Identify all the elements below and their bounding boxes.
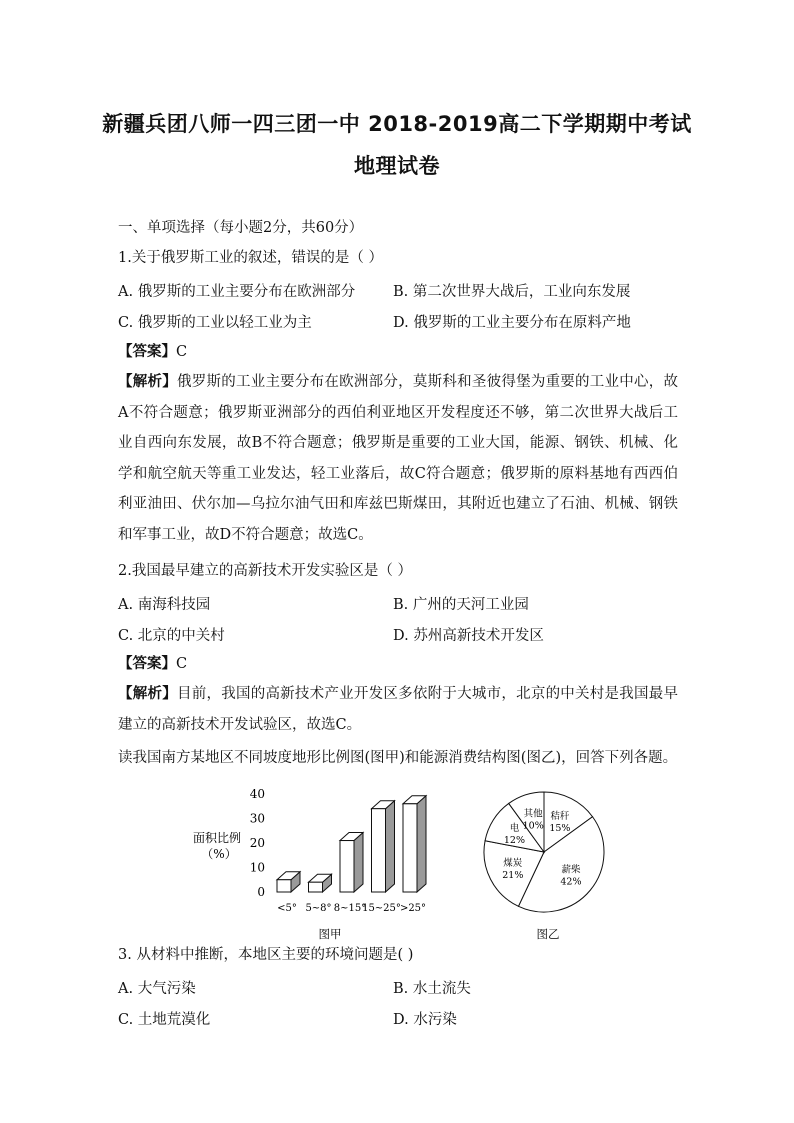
question-2-answer <box>118 654 678 674</box>
analysis-label: 【解析】 <box>118 374 177 390</box>
chart-ylabel-line1: 面积比例 <box>192 831 242 845</box>
y-tick-label: 10 <box>249 860 265 875</box>
exam-subtitle: 地理试卷 <box>354 154 440 178</box>
question-2-option-c: C. 北京的中关村 <box>118 628 225 644</box>
pie-slice-label: 薪柴 <box>561 864 581 876</box>
y-tick-label: 0 <box>257 885 265 899</box>
bar-front <box>403 804 417 892</box>
slope-area-bar-chart <box>185 780 455 942</box>
analysis-text: 俄罗斯的工业主要分布在欧洲部分，莫斯科和圣彼得堡为重要的工业中心，故A不符合题意；俄罗斯亚洲部分的西伯利亚地区开发程度还不够，第二次世界大战后工业自西向东发展，故B不符合题意；俄罗斯是重要的工业大国，能源、钢铁、机械、化学和航空航天等重工业发达，轻工业落后，故C符合题意；俄罗斯的原料基地有西西伯利亚油田、伏尔加—乌拉尔油气田和库兹巴斯煤田，其附近也建立了石油、机械、钢铁和军事工业，故D不符合题意；故选C。 <box>118 374 679 543</box>
pie-slice-value: 15% <box>549 822 571 834</box>
question-2-option-b: B. 广州的天河工业园 <box>393 597 529 613</box>
bar-side <box>417 796 426 892</box>
y-tick-label: 40 <box>249 787 265 801</box>
x-tick-label: >25° <box>399 903 427 914</box>
x-tick-label: 5~8° <box>305 903 332 914</box>
answer-label: 【答案】 <box>118 656 176 672</box>
material-intro: 读我国南方某地区不同坡度地形比例图(图甲)和能源消费结构图(图乙)，回答下列各题。 <box>118 750 678 766</box>
question-3-option-a: A. 大气污染 <box>118 981 196 997</box>
answer-value: C <box>176 344 188 360</box>
pie-slice-value: 10% <box>522 820 544 832</box>
question-3-option-c: C. 土地荒漠化 <box>118 1012 211 1028</box>
question-3-option-d: D. 水污染 <box>393 1012 457 1028</box>
analysis-text: 目前，我国的高新技术产业开发区多依附于大城市，北京的中关村是我国最早建立的高新技术开发试验区，故选C。 <box>118 686 679 733</box>
answer-value: C <box>176 656 188 672</box>
y-tick-label: 30 <box>249 811 265 826</box>
bar-side <box>386 801 395 892</box>
exam-title: 新疆兵团八师一四三团一中 2018-2019高二下学期期中考试 <box>102 112 692 136</box>
x-tick-label: 8~15° <box>333 903 367 914</box>
bar-front <box>277 880 291 892</box>
pie-slice-label: 电 <box>509 823 520 835</box>
pie-slice-label: 其他 <box>523 808 543 820</box>
question-3-stem: 3. 从材料中推断，本地区主要的环境问题是( ) <box>118 947 414 963</box>
question-1-analysis <box>118 367 678 550</box>
energy-consumption-pie-chart <box>472 780 612 942</box>
bar <box>403 796 426 892</box>
question-1-answer <box>118 342 678 362</box>
bar <box>309 874 332 892</box>
bar-front <box>309 882 323 892</box>
question-2-option-a: A. 南海科技园 <box>118 597 211 613</box>
pie-slice-value: 21% <box>502 869 524 881</box>
x-tick-label: 15~25° <box>362 903 401 914</box>
chart-title: 图甲 <box>318 927 342 941</box>
question-2-stem: 2.我国最早建立的高新技术开发实验区是（ ） <box>118 563 412 579</box>
question-1-stem: 1.关于俄罗斯工业的叙述，错误的是（ ） <box>118 250 383 266</box>
section-heading: 一、单项选择（每小题2分，共60分） <box>118 220 364 236</box>
question-2-option-d: D. 苏州高新技术开发区 <box>393 628 544 644</box>
x-tick-label: <5° <box>277 903 297 914</box>
chart-title: 图乙 <box>536 927 560 941</box>
pie-slice-label: 煤炭 <box>503 857 523 869</box>
question-1-option-d: D. 俄罗斯的工业主要分布在原料产地 <box>393 315 631 331</box>
pie-slice-value: 42% <box>560 876 582 888</box>
question-1-option-b: B. 第二次世界大战后，工业向东发展 <box>393 284 631 300</box>
bar <box>277 872 300 892</box>
y-tick-label: 20 <box>249 836 265 850</box>
bar-front <box>372 809 386 892</box>
question-1-option-a: A. 俄罗斯的工业主要分布在欧洲部分 <box>118 284 356 300</box>
bar-side <box>354 833 363 892</box>
pie-slice-value: 12% <box>503 835 526 847</box>
pie-slice-label: 秸秆 <box>550 810 570 822</box>
chart-ylabel-line2: （%） <box>201 847 237 861</box>
question-3-option-b: B. 水土流失 <box>393 981 471 997</box>
analysis-label: 【解析】 <box>118 686 177 702</box>
bar <box>372 801 395 892</box>
question-2-analysis <box>118 679 678 740</box>
question-1-option-c: C. 俄罗斯的工业以轻工业为主 <box>118 315 312 331</box>
bar-front <box>340 841 354 892</box>
bar <box>340 833 363 892</box>
answer-label: 【答案】 <box>118 344 176 360</box>
